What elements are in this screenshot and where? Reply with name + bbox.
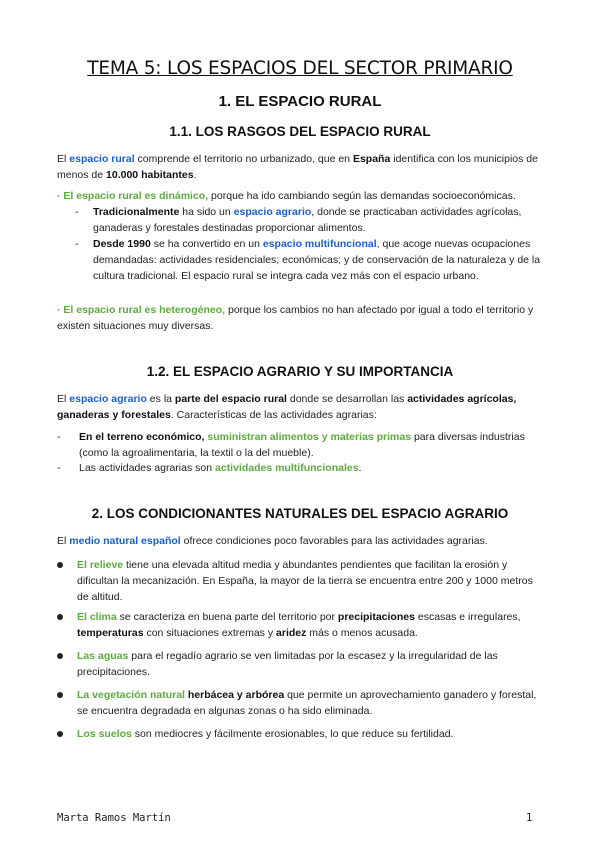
bullet-icon bbox=[57, 731, 63, 737]
section-2-heading: 2. LOS CONDICIONANTES NATURALES DEL ESPACIO AGRARIO bbox=[91, 506, 509, 521]
footer-page-number: 1 bbox=[526, 812, 533, 824]
condicionantes-intro: El medio natural español ofrece condiciones poco favorables para las actividades agrarias. bbox=[57, 535, 488, 547]
bullet-icon bbox=[57, 653, 63, 659]
list-item: - Las actividades agrarias son actividades multifuncionales. bbox=[57, 462, 362, 474]
section-1-2-heading: 1.2. EL ESPACIO AGRARIO Y SU IMPORTANCIA bbox=[146, 364, 454, 379]
section-1-heading: 1. EL ESPACIO RURAL bbox=[218, 93, 382, 110]
bullet-icon bbox=[57, 692, 63, 698]
rural-dinamico: · El espacio rural es dinámico, porque ha ido cambiando según las demandas socioeconómicas. bbox=[57, 190, 516, 202]
footer-author: Marta Ramos Martín bbox=[57, 812, 171, 824]
agrario-intro: El espacio agrario es la parte del espacio rural donde se desarrollan las actividades agrícolas, ganaderas y forestales. Características de las actividades agrarias: bbox=[57, 393, 517, 421]
rural-heterogeneo: · El espacio rural es heterogéneo, porque los cambios no han afectado por igual a todo el territorio y existen situaciones muy diversas. bbox=[57, 304, 534, 332]
document-page: TEMA 5: LOS ESPACIOS DEL SECTOR PRIMARIO 1. EL ESPACIO RURAL 1.1. LOS RASGOS DEL ESPACIO RURAL El espacio rural comprende el territorio no urbanizado, que en España identifica con los municipios de menos de 10.000 habitantes. · El espacio rural es dinámico, porque ha ido cambiando según las demandas socioeconómicas. - Tradicionalmente ha sido un espacio agrario, donde se practicaban actividades agrícolas, ganaderas y forestales destinadas proporcionar alimentos. - Desde 1990 se ha convertido en un espacio multifuncional, que acoge nuevas ocupaciones demandadas: actividades residenciales; económicas; y de conservación de la naturaleza y de la cultura tradicional. El espacio rural se integra cada vez más con el espacio urbano. · El espacio rural es heterogéneo, porque los cambios no han afectado por igual a todo el territorio y existen situaciones muy diversas. 1.2. EL ESPACIO AGRARIO Y SU IMPORTANCIA El espacio agrario es la parte del espacio rural donde se desarrollan las actividades agrícolas, ganaderas y forestales. Características de las actividades agrarias: - En el terreno económico, suministran alimentos y materias primas para diversas industrias (como la agroalimentaria, la textil o la del mueble). - Las actividades agrarias son actividades multifuncionales. 2. LOS CONDICIONANTES NATURALES DEL ESPACIO AGRARIO El medio natural español ofrece condiciones poco favorables para las actividades agrarias. El relieve tiene una elevada altitud media y abundantes pendientes que facilitan la erosión y dificultan la mecanización. En España, la mayor de la tierra se encuentra entre 200 y 1000 metros de altitud. El clima se caracteriza en buena parte del territorio por precipitaciones escasas e irregulares, temperaturas con situaciones extremas y aridez más o menos acusada. Las aguas para el regadío agrario se ven limitadas por la escasez y la irregularidad de las precipitaciones. La vegetación natural herbácea y arbórea que permite un aprovechamiento ganadero y forestal, se encuentra degradada en algunas zonas o ha sido eliminada. Los suelos son mediocres y fácilmente erosionables, lo que reduce su fertilidad. Marta Ramos Martín 1 bbox=[0, 0, 600, 848]
rural-intro: El espacio rural comprende el territorio no urbanizado, que en España identifica con los municipios de menos de 10.000 habitantes. bbox=[57, 153, 538, 181]
section-1-1-heading: 1.1. LOS RASGOS DEL ESPACIO RURAL bbox=[169, 124, 431, 139]
document-title: TEMA 5: LOS ESPACIOS DEL SECTOR PRIMARIO bbox=[87, 58, 513, 79]
list-item: - Tradicionalmente ha sido un espacio agrario, donde se practicaban actividades agrícolas, ganaderas y forestales destinadas proporcionar alimentos. bbox=[75, 206, 522, 234]
list-item: - Desde 1990 se ha convertido en un espacio multifuncional, que acoge nuevas ocupaciones demandadas: actividades residenciales; económicas; y de conservación de la naturaleza y de la cultura tradicional. El espacio rural se integra cada vez más con el espacio urbano. bbox=[75, 238, 541, 282]
bullet-icon bbox=[57, 562, 63, 568]
bullet-icon bbox=[57, 614, 63, 620]
list-item: - En el terreno económico, suministran alimentos y materias primas para diversas industrias (como la agroalimentaria, la textil o la del mueble). bbox=[57, 431, 525, 459]
